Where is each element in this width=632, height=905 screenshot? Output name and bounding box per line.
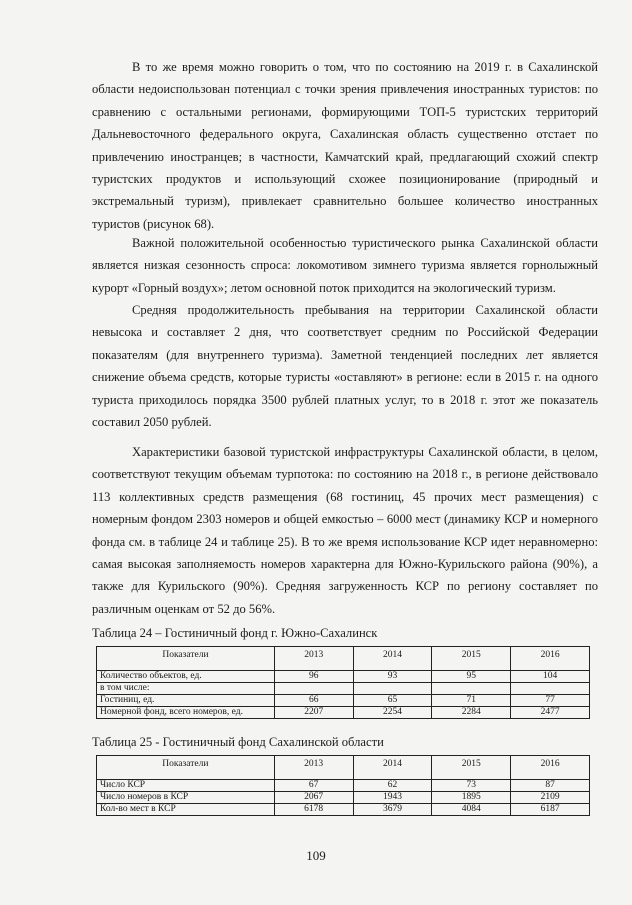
table-cell: 77 — [511, 695, 590, 707]
table-cell: 2207 — [274, 707, 353, 719]
body-paragraph: Важной положительной особенностью туристического рынка Сахалинской области является низкая сезонность спроса: локомотивом зимнего туризма является горнолыжный курорт «Горный воздух»; летом основной поток приходится на экологический туризм. — [92, 236, 598, 295]
table-cell: 73 — [432, 780, 511, 792]
table-cell: 3679 — [353, 804, 432, 816]
table-cell: 95 — [432, 671, 511, 683]
header-cell: Показатели — [97, 647, 275, 671]
header-cell: 2016 — [511, 647, 590, 671]
table-cell — [432, 683, 511, 695]
row-label: Число номеров в КСР — [97, 792, 275, 804]
table-cell: 96 — [274, 671, 353, 683]
table-cell: 104 — [511, 671, 590, 683]
table-cell: 62 — [353, 780, 432, 792]
header-cell: 2013 — [274, 647, 353, 671]
row-label: Кол-во мест в КСР — [97, 804, 275, 816]
table-header-row — [97, 647, 590, 671]
table-cell: 67 — [274, 780, 353, 792]
header-cell: 2015 — [432, 647, 511, 671]
row-label: Гостиниц, ед. — [97, 695, 275, 707]
table-row — [97, 671, 590, 683]
table-row — [97, 804, 590, 816]
body-paragraph: Характеристики базовой туристской инфраструктуры Сахалинской области, в целом, соответствуют текущим объемам турпотока: по состоянию на 2018 г., в регионе действовало 113 коллективных средств размещения (68 гостиниц, 45 прочих мест размещения) с номерным фондом 2303 номеров и общей емкостью – 6000 мест (динамику КСР и номерного фонда см. в таблице 24 и таблице 25). В то же время использование КСР идет неравномерно: самая высокая заполняемость номеров характерна для Южно-Курильского района (90%), а также для Курильского (90%). Средняя загруженность КСР по региону составляет по различным оценкам от 52 до 56%. — [92, 445, 598, 616]
table-row — [97, 695, 590, 707]
table-caption: Таблица 24 – Гостиничный фонд г. Южно-Сахалинск — [92, 626, 378, 640]
table-cell: 65 — [353, 695, 432, 707]
table-cell: 2477 — [511, 707, 590, 719]
table-cell — [511, 683, 590, 695]
table-cell: 93 — [353, 671, 432, 683]
table-cell: 1895 — [432, 792, 511, 804]
header-cell: 2013 — [274, 756, 353, 780]
row-label: Количество объектов, ед. — [97, 671, 275, 683]
table-cell: 2109 — [511, 792, 590, 804]
header-cell: Показатели — [97, 756, 275, 780]
table-caption: Таблица 25 - Гостиничный фонд Сахалинской области — [92, 735, 384, 749]
table-cell: 71 — [432, 695, 511, 707]
table-cell: 6187 — [511, 804, 590, 816]
row-label: Число КСР — [97, 780, 275, 792]
table-cell — [353, 683, 432, 695]
row-label: Номерной фонд, всего номеров, ед. — [97, 707, 275, 719]
header-cell: 2014 — [353, 647, 432, 671]
header-cell: 2015 — [432, 756, 511, 780]
table-row — [97, 683, 590, 695]
table-row — [97, 780, 590, 792]
table-cell: 87 — [511, 780, 590, 792]
table-row — [97, 707, 590, 719]
page-number: 109 — [306, 848, 326, 863]
header-cell: 2016 — [511, 756, 590, 780]
table-cell: 66 — [274, 695, 353, 707]
table-row — [97, 792, 590, 804]
table-cell: 2284 — [432, 707, 511, 719]
table-cell: 2254 — [353, 707, 432, 719]
table-cell: 1943 — [353, 792, 432, 804]
table-header-row — [97, 756, 590, 780]
hotel-fund-region-table — [96, 755, 590, 816]
table-cell — [274, 683, 353, 695]
body-paragraph: Средняя продолжительность пребывания на территории Сахалинской области невысока и составляет 2 дня, что соответствует средним по Российской Федерации показателям (для внутреннего туризма). Заметной тенденцией последних лет является снижение объема средств, которые туристы «оставляют» в регионе: если в 2015 г. на одного туриста приходилось порядка 3500 рублей платных услуг, то в 2018 г. этот же показатель составил 2050 рублей. — [92, 303, 598, 430]
header-cell: 2014 — [353, 756, 432, 780]
table-cell: 4084 — [432, 804, 511, 816]
hotel-fund-city-table — [96, 646, 590, 719]
table-cell: 6178 — [274, 804, 353, 816]
body-paragraph: В то же время можно говорить о том, что по состоянию на 2019 г. в Сахалинской области недоиспользован потенциал с точки зрения привлечения иностранных туристов: по сравнению с остальными регионами, формирующими ТОП-5 туристских территорий Дальневосточного федерального округа, Сахалинская область существенно отстает по привлечению иностранцев; в частности, Камчатский край, предлагающий схожий спектр туристских продуктов и использующий схожее позиционирование (природный и экстремальный туризм), привлекает сравнительно большее количество иностранных туристов (рисунок 68). — [92, 60, 598, 231]
table-cell: 2067 — [274, 792, 353, 804]
row-label: в том числе: — [97, 683, 275, 695]
